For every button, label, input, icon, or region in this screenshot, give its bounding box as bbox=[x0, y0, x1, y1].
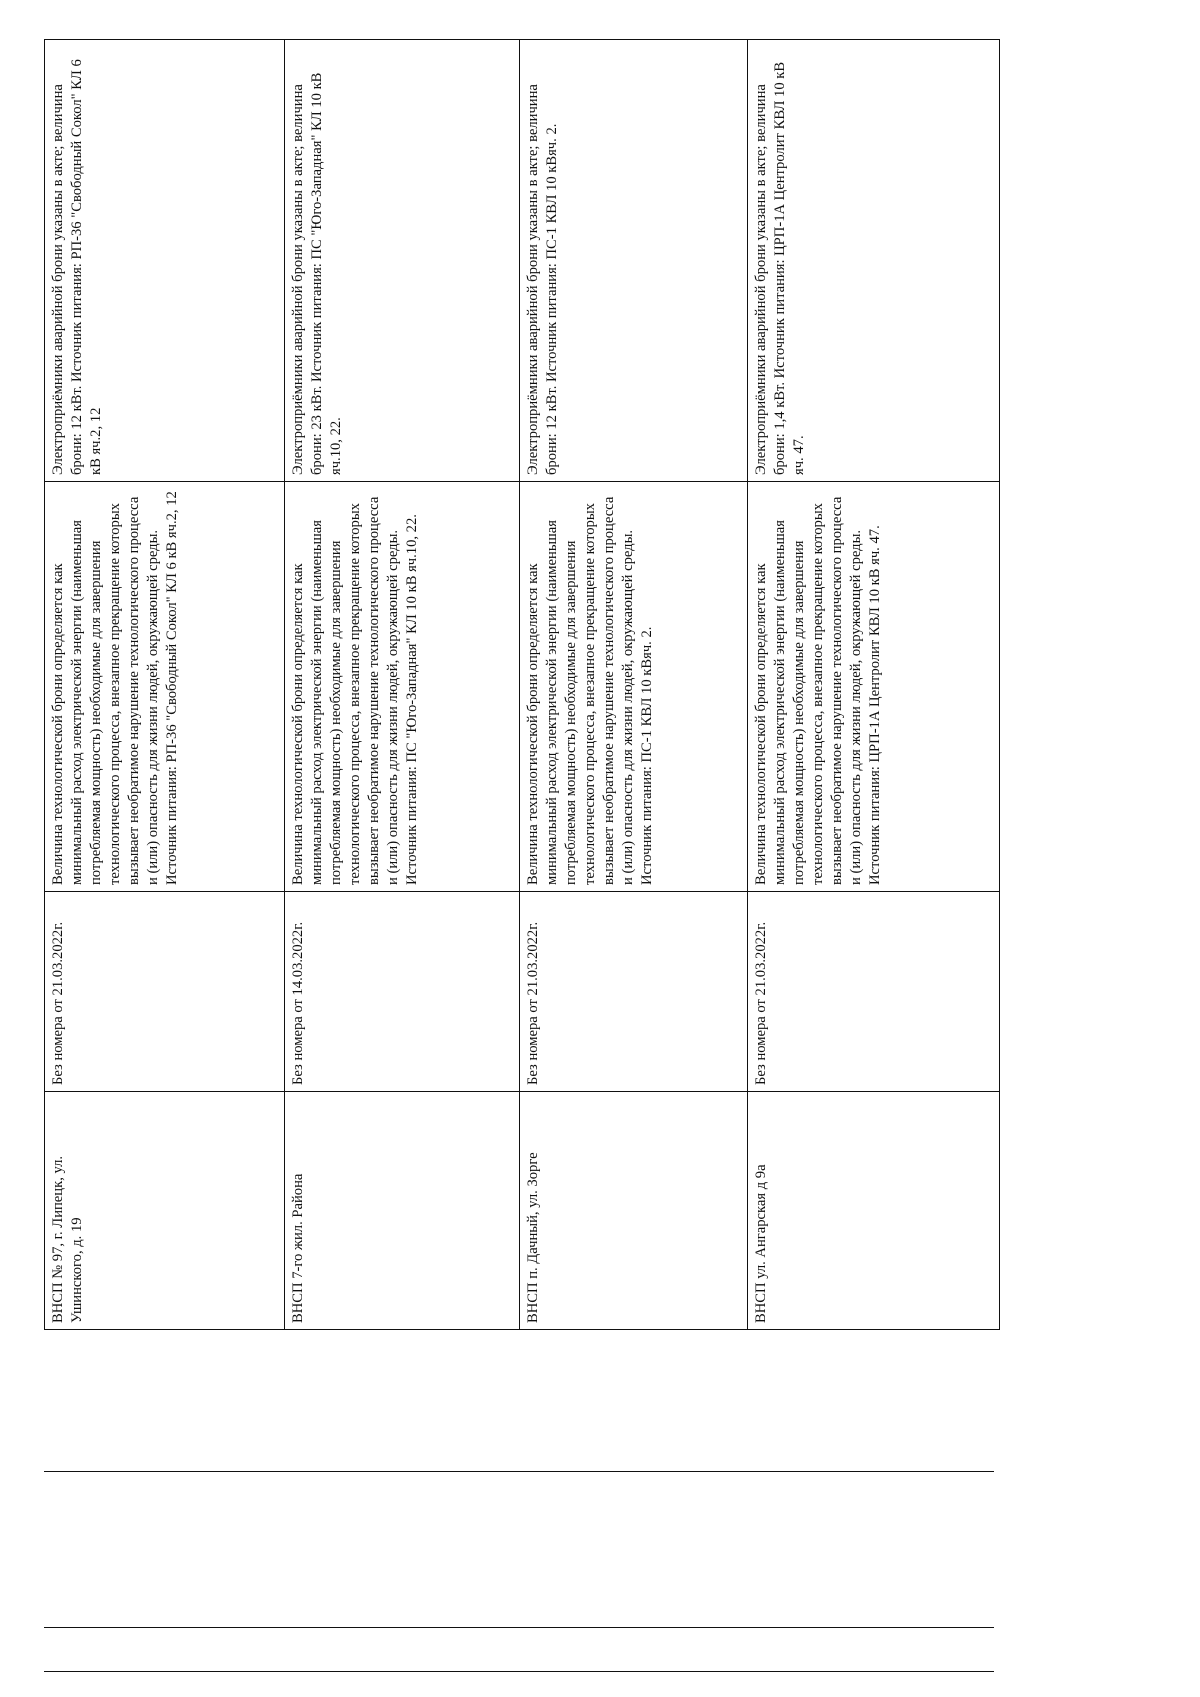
horizontal-rule bbox=[44, 1627, 994, 1628]
horizontal-rule bbox=[44, 1671, 994, 1672]
table-row bbox=[45, 40, 285, 1330]
emergency-reserve-cell: Электроприёмники аварийной брони указаны в акте; величина брони: 1,4 кВт. Источник питания: ЦРП-1А Центролит КВЛ 10 кВ яч. 47. bbox=[748, 40, 1000, 482]
document-cell: Без номера от 21.03.2022г. bbox=[45, 892, 285, 1092]
tech-reserve-cell: Величина технологической брони определяется как минимальный расход электрической энергии (наименьшая потребляемая мощность) необходимые для завершения технологического процесса, внезапное прекращение которых вызывает необратимое нарушение технологического процесса и (или) опасность для жизни людей, окружающей среды. Источник питания: ПС "Юго-Западная" КЛ 10 кВ яч.10, 22. bbox=[285, 482, 520, 892]
table-row bbox=[748, 40, 1000, 1330]
horizontal-rule bbox=[44, 1471, 994, 1472]
location-cell: ВНСП № 97, г. Липецк, ул. Ушинского, д. 19 bbox=[45, 1092, 285, 1330]
tech-reserve-cell: Величина технологической брони определяется как минимальный расход электрической энергии (наименьшая потребляемая мощность) необходимые для завершения технологического процесса, внезапное прекращение которых вызывает необратимое нарушение технологического процесса и (или) опасность для жизни людей, окружающей среды. Источник питания: ЦРП-1А Центролит КВЛ 10 кВ яч. 47. bbox=[748, 482, 1000, 892]
table-row bbox=[520, 40, 748, 1330]
rotated-table-container bbox=[44, 40, 999, 1330]
document-cell: Без номера от 14.03.2022г. bbox=[285, 892, 520, 1092]
reserve-table bbox=[44, 39, 1000, 1330]
tech-reserve-cell: Величина технологической брони определяется как минимальный расход электрической энергии (наименьшая потребляемая мощность) необходимые для завершения технологического процесса, внезапное прекращение которых вызывает необратимое нарушение технологического процесса и (или) опасность для жизни людей, окружающей среды. Источник питания: ПС-1 КВЛ 10 кВяч. 2. bbox=[520, 482, 748, 892]
table-row bbox=[285, 40, 520, 1330]
emergency-reserve-cell: Электроприёмники аварийной брони указаны в акте; величина брони: 12 кВт. Источник питания: РП-36 "Свободный Сокол" КЛ 6 кВ яч.2, 12 bbox=[45, 40, 285, 482]
location-cell: ВНСП п. Дачный, ул. Зорге bbox=[520, 1092, 748, 1330]
tech-reserve-cell: Величина технологической брони определяется как минимальный расход электрической энергии (наименьшая потребляемая мощность) необходимые для завершения технологического процесса, внезапное прекращение которых вызывает необратимое нарушение технологического процесса и (или) опасность для жизни людей, окружающей среды. Источник питания: РП-36 "Свободный Сокол" КЛ 6 кВ яч.2, 12 bbox=[45, 482, 285, 892]
emergency-reserve-cell: Электроприёмники аварийной брони указаны в акте; величина брони: 23 кВт. Источник питания: ПС "Юго-Западная" КЛ 10 кВ яч.10, 22. bbox=[285, 40, 520, 482]
document-cell: Без номера от 21.03.2022г. bbox=[520, 892, 748, 1092]
emergency-reserve-cell: Электроприёмники аварийной брони указаны в акте; величина брони: 12 кВт. Источник питания: ПС-1 КВЛ 10 кВяч. 2. bbox=[520, 40, 748, 482]
rotated-table-frame bbox=[44, 40, 999, 1330]
location-cell: ВНСП 7-го жил. Района bbox=[285, 1092, 520, 1330]
location-cell: ВНСП ул. Ангарская д 9а bbox=[748, 1092, 1000, 1330]
document-cell: Без номера от 21.03.2022г. bbox=[748, 892, 1000, 1092]
